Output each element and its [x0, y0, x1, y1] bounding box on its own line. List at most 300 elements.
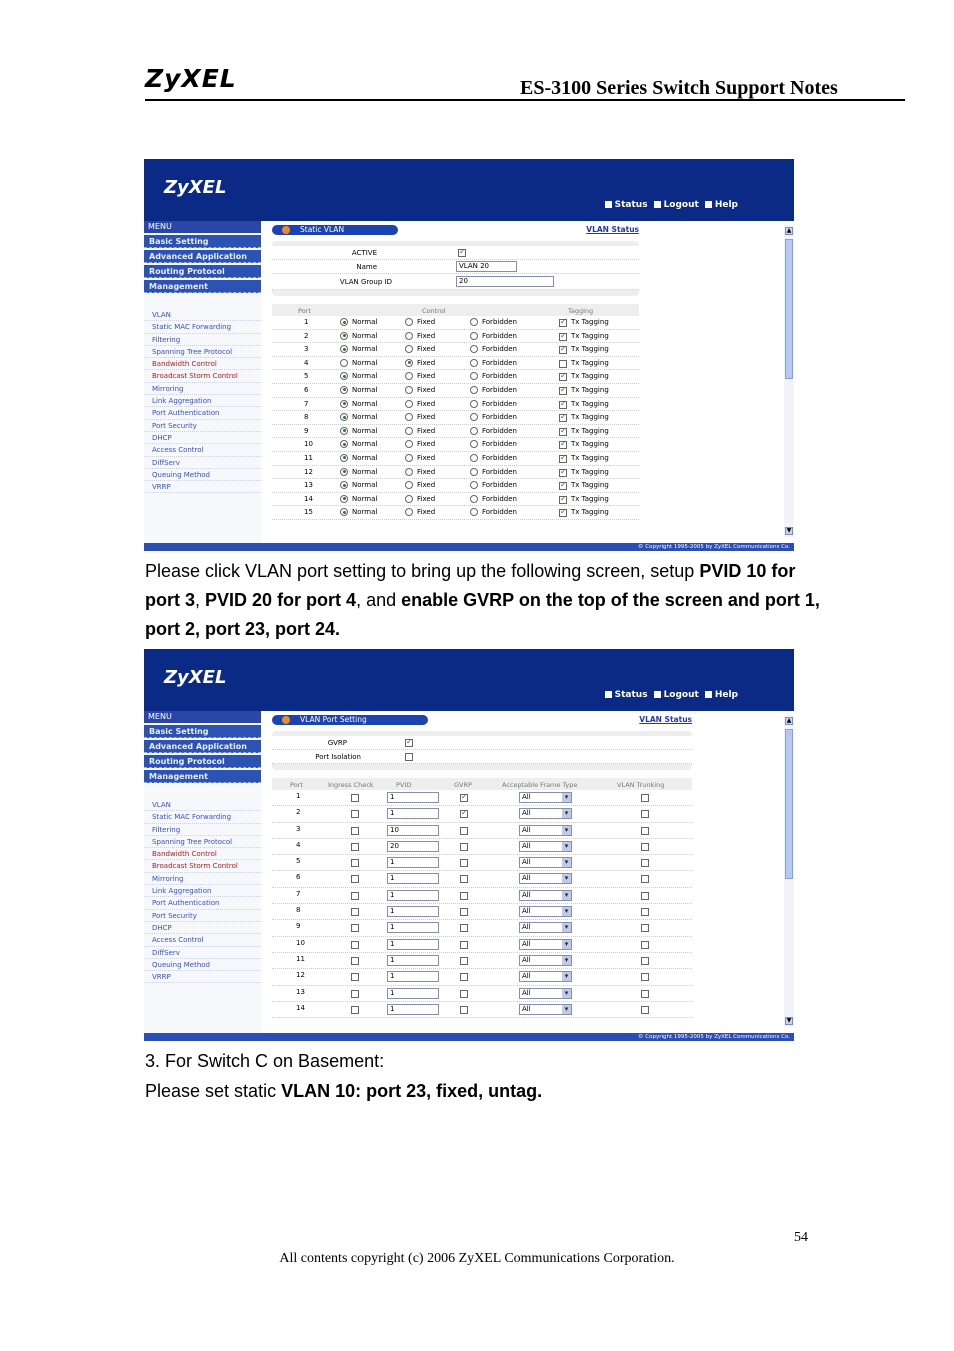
- normal-label: Normal: [352, 508, 378, 517]
- submenu-item[interactable]: Port Security: [144, 420, 261, 432]
- table-row: [272, 493, 639, 507]
- tx-tagging-label: Tx Tagging: [571, 440, 609, 449]
- submenu-item[interactable]: Mirroring: [144, 383, 261, 395]
- table-row: [272, 969, 692, 985]
- frame-type-select[interactable]: All ▾: [519, 841, 572, 852]
- col-acceptable-frame-type: Acceptable Frame Type: [502, 781, 578, 789]
- scroll-up-icon[interactable]: ▲: [786, 717, 792, 724]
- frame-type-select[interactable]: All ▾: [519, 988, 572, 999]
- scroll-thumb[interactable]: [785, 239, 793, 379]
- fixed-radio[interactable]: [405, 481, 413, 489]
- normal-radio[interactable]: [340, 318, 348, 326]
- forbidden-radio[interactable]: [470, 332, 478, 340]
- menu-management[interactable]: Management: [144, 770, 261, 783]
- help-link[interactable]: Help: [705, 690, 738, 700]
- fixed-radio[interactable]: [405, 468, 413, 476]
- tx-tagging-checkbox[interactable]: [559, 441, 567, 449]
- forbidden-label: Forbidden: [482, 426, 517, 435]
- gvrp-checkbox[interactable]: [460, 892, 468, 900]
- app-logo: ZyXEL: [164, 177, 227, 198]
- table-row: [272, 986, 692, 1002]
- menu-advanced-application[interactable]: Advanced Application: [144, 250, 261, 263]
- vlan-trunking-checkbox[interactable]: [641, 794, 649, 802]
- gvrp-checkbox[interactable]: [460, 957, 468, 965]
- normal-label: Normal: [352, 453, 378, 462]
- table-row: [272, 823, 692, 839]
- table-row: [272, 839, 692, 855]
- forbidden-label: Forbidden: [482, 345, 517, 354]
- submenu-item[interactable]: DiffServ: [144, 947, 261, 959]
- pvid-input[interactable]: 1: [387, 792, 439, 803]
- fixed-radio[interactable]: [405, 372, 413, 380]
- tx-tagging-checkbox[interactable]: [559, 401, 567, 409]
- vlan-trunking-checkbox[interactable]: [641, 827, 649, 835]
- ingress-check-checkbox[interactable]: [351, 810, 359, 818]
- tx-tagging-checkbox[interactable]: [559, 319, 567, 327]
- pvid-input[interactable]: 1: [387, 906, 439, 917]
- vlan-trunking-checkbox[interactable]: [641, 875, 649, 883]
- port-number: 13: [304, 481, 313, 490]
- status-icon: [605, 691, 612, 698]
- forbidden-label: Forbidden: [482, 318, 517, 326]
- forbidden-radio[interactable]: [470, 318, 478, 326]
- normal-label: Normal: [352, 399, 378, 408]
- submenu-item[interactable]: Bandwidth Control: [144, 848, 261, 860]
- vlan-status-link[interactable]: VLAN Status: [586, 225, 639, 234]
- menu-routing-protocol[interactable]: Routing Protocol: [144, 265, 261, 278]
- fixed-radio[interactable]: [405, 318, 413, 326]
- tx-tagging-label: Tx Tagging: [571, 413, 609, 422]
- forbidden-label: Forbidden: [482, 413, 517, 422]
- fixed-label: Fixed: [417, 385, 436, 394]
- forbidden-radio[interactable]: [470, 481, 478, 489]
- fixed-radio[interactable]: [405, 400, 413, 408]
- submenu-item[interactable]: Port Security: [144, 910, 261, 922]
- pvid-input[interactable]: 1: [387, 988, 439, 999]
- content: [272, 225, 639, 520]
- scroll-up-icon[interactable]: ▲: [786, 227, 792, 234]
- vlan-status-link[interactable]: VLAN Status: [639, 715, 692, 724]
- scroll-thumb[interactable]: [785, 729, 793, 879]
- normal-radio[interactable]: [340, 386, 348, 394]
- table-row: [272, 370, 639, 384]
- app-header: [144, 649, 794, 711]
- tx-tagging-checkbox[interactable]: [559, 496, 567, 504]
- pvid-input[interactable]: 1: [387, 939, 439, 950]
- port-number: 12: [304, 467, 313, 476]
- col-tagging: Tagging: [568, 307, 594, 315]
- port-number: 2: [296, 808, 301, 817]
- submenu-item[interactable]: DHCP: [144, 432, 261, 444]
- fixed-label: Fixed: [417, 413, 436, 422]
- gvrp-checkbox[interactable]: [460, 941, 468, 949]
- forbidden-radio[interactable]: [470, 508, 478, 516]
- port-number: 5: [304, 372, 309, 381]
- gvrp-checkbox[interactable]: [460, 1006, 468, 1014]
- tx-tagging-label: Tx Tagging: [571, 385, 609, 394]
- fixed-radio[interactable]: [405, 386, 413, 394]
- tx-tagging-checkbox[interactable]: [559, 360, 567, 368]
- logout-link[interactable]: Logout: [654, 200, 699, 210]
- forbidden-radio[interactable]: [470, 468, 478, 476]
- top-links: [605, 200, 738, 210]
- table-row: [272, 425, 639, 439]
- col-vlan-trunking: VLAN Trunking: [617, 781, 665, 789]
- gvrp-checkbox[interactable]: [460, 908, 468, 916]
- tx-tagging-checkbox[interactable]: [559, 469, 567, 477]
- vlan-group-id-label: VLAN Group ID: [339, 278, 392, 286]
- fixed-label: Fixed: [417, 426, 436, 435]
- gvrp-label: GVRP: [327, 739, 347, 747]
- scrollbar[interactable]: [784, 225, 794, 537]
- header-rule: [145, 99, 905, 101]
- normal-label: Normal: [352, 331, 378, 340]
- port-number: 7: [304, 399, 309, 408]
- tab-vlan-port-setting[interactable]: VLAN Port Setting: [272, 715, 428, 725]
- tx-tagging-checkbox[interactable]: [559, 346, 567, 354]
- frame-type-select[interactable]: All ▾: [519, 906, 572, 917]
- frame-type-select[interactable]: All ▾: [519, 792, 572, 803]
- tx-tagging-label: Tx Tagging: [571, 318, 609, 326]
- gvrp-checkbox[interactable]: [460, 794, 468, 802]
- tx-tagging-checkbox[interactable]: [559, 509, 567, 517]
- status-link[interactable]: Status: [605, 690, 648, 700]
- normal-label: Normal: [352, 467, 378, 476]
- vlan-trunking-checkbox[interactable]: [641, 941, 649, 949]
- submenu-item[interactable]: Port Authentication: [144, 897, 261, 909]
- ingress-check-checkbox[interactable]: [351, 941, 359, 949]
- app-header: [144, 159, 794, 221]
- frame-type-select[interactable]: All ▾: [519, 808, 572, 819]
- gvrp-checkbox[interactable]: [460, 843, 468, 851]
- menu-header: MENU: [144, 221, 261, 233]
- frame-type-select[interactable]: All ▾: [519, 890, 572, 901]
- frame-type-select[interactable]: All ▾: [519, 955, 572, 966]
- submenu-item[interactable]: Static MAC Forwarding: [144, 321, 261, 333]
- table-row: [272, 411, 639, 425]
- status-icon: [605, 201, 612, 208]
- vlan-trunking-checkbox[interactable]: [641, 908, 649, 916]
- submenu-item[interactable]: Queuing Method: [144, 959, 261, 971]
- submenu: [144, 799, 261, 983]
- forbidden-label: Forbidden: [482, 399, 517, 408]
- step-3-instruction: Please set static VLAN 10: port 23, fixed, untag.: [145, 1081, 543, 1101]
- port-number: 1: [296, 792, 301, 800]
- submenu-item[interactable]: DHCP: [144, 922, 261, 934]
- name-input[interactable]: VLAN 20: [456, 261, 517, 272]
- table-row: [272, 343, 639, 357]
- normal-radio[interactable]: [340, 372, 348, 380]
- ingress-check-checkbox[interactable]: [351, 859, 359, 867]
- tx-tagging-checkbox[interactable]: [559, 414, 567, 422]
- pvid-input[interactable]: 1: [387, 890, 439, 901]
- menu-advanced-application[interactable]: Advanced Application: [144, 740, 261, 753]
- forbidden-radio[interactable]: [470, 345, 478, 353]
- gvrp-checkbox[interactable]: [460, 875, 468, 883]
- fixed-radio[interactable]: [405, 359, 413, 367]
- col-ingress-check: Ingress Check: [328, 781, 374, 789]
- tx-tagging-label: Tx Tagging: [571, 481, 609, 490]
- submenu-item[interactable]: Port Authentication: [144, 407, 261, 419]
- port-number: 14: [296, 1003, 305, 1012]
- forbidden-label: Forbidden: [482, 372, 517, 381]
- gvrp-global-checkbox[interactable]: [405, 739, 413, 747]
- tx-tagging-checkbox[interactable]: [559, 428, 567, 436]
- submenu-item[interactable]: VLAN: [144, 309, 261, 321]
- forbidden-label: Forbidden: [482, 358, 517, 367]
- submenu-item[interactable]: Access Control: [144, 444, 261, 456]
- submenu-item[interactable]: VRRP: [144, 481, 261, 493]
- fixed-radio[interactable]: [405, 345, 413, 353]
- pvid-input[interactable]: 1: [387, 922, 439, 933]
- tx-tagging-label: Tx Tagging: [571, 426, 609, 435]
- pvid-input[interactable]: 20: [387, 841, 439, 852]
- tx-tagging-label: Tx Tagging: [571, 494, 609, 503]
- frame-type-select[interactable]: All ▾: [519, 922, 572, 933]
- table-row: [272, 904, 692, 920]
- name-label: Name: [356, 263, 377, 271]
- fixed-radio[interactable]: [405, 413, 413, 421]
- menu-routing-protocol[interactable]: Routing Protocol: [144, 755, 261, 768]
- normal-label: Normal: [352, 413, 378, 422]
- normal-radio[interactable]: [340, 508, 348, 516]
- ingress-check-checkbox[interactable]: [351, 973, 359, 981]
- submenu-item[interactable]: Static MAC Forwarding: [144, 811, 261, 823]
- frame-type-select[interactable]: All ▾: [519, 857, 572, 868]
- step-3-heading: 3. For Switch C on Basement:: [145, 1051, 385, 1071]
- gvrp-checkbox[interactable]: [460, 973, 468, 981]
- submenu-item[interactable]: Bandwidth Control: [144, 358, 261, 370]
- menu-basic-setting[interactable]: Basic Setting: [144, 235, 261, 248]
- sidebar: [144, 221, 261, 543]
- normal-radio[interactable]: [340, 427, 348, 435]
- normal-label: Normal: [352, 494, 378, 503]
- fixed-radio[interactable]: [405, 495, 413, 503]
- normal-label: Normal: [352, 385, 378, 394]
- ingress-check-checkbox[interactable]: [351, 1006, 359, 1014]
- gvrp-checkbox[interactable]: [460, 810, 468, 818]
- col-control: Control: [422, 307, 446, 315]
- zyxel-logo: ZyXEL: [145, 64, 237, 93]
- pvid-input[interactable]: 1: [387, 808, 439, 819]
- submenu-item[interactable]: Link Aggregation: [144, 395, 261, 407]
- submenu-item[interactable]: Filtering: [144, 334, 261, 346]
- pvid-input[interactable]: 1: [387, 873, 439, 884]
- forbidden-radio[interactable]: [470, 400, 478, 408]
- normal-radio[interactable]: [340, 359, 348, 367]
- table-row: [272, 357, 639, 371]
- table-row: [272, 953, 692, 969]
- page-number: 54: [794, 1230, 808, 1245]
- pvid-input[interactable]: 1: [387, 955, 439, 966]
- normal-radio[interactable]: [340, 332, 348, 340]
- table-row: [272, 452, 639, 466]
- port-number: 1: [304, 318, 309, 326]
- normal-radio[interactable]: [340, 345, 348, 353]
- tx-tagging-checkbox[interactable]: [559, 387, 567, 395]
- gvrp-checkbox[interactable]: [460, 859, 468, 867]
- port-number: 14: [304, 494, 313, 503]
- fixed-label: Fixed: [417, 508, 436, 517]
- vlan-trunking-checkbox[interactable]: [641, 924, 649, 932]
- vlan-trunking-checkbox[interactable]: [641, 957, 649, 965]
- normal-radio[interactable]: [340, 481, 348, 489]
- ingress-check-checkbox[interactable]: [351, 957, 359, 965]
- tx-tagging-label: Tx Tagging: [571, 372, 609, 381]
- submenu-item[interactable]: VLAN: [144, 799, 261, 811]
- forbidden-label: Forbidden: [482, 453, 517, 462]
- frame-type-select[interactable]: All ▾: [519, 971, 572, 982]
- tx-tagging-checkbox[interactable]: [559, 333, 567, 341]
- status-link[interactable]: Status: [605, 200, 648, 210]
- tx-tagging-checkbox[interactable]: [559, 482, 567, 490]
- port-number: 5: [296, 857, 301, 866]
- help-icon: [705, 201, 712, 208]
- fixed-radio[interactable]: [405, 440, 413, 448]
- scrollbar[interactable]: [784, 715, 794, 1027]
- port-number: 9: [296, 922, 301, 931]
- forbidden-radio[interactable]: [470, 359, 478, 367]
- menu-basic-setting[interactable]: Basic Setting: [144, 725, 261, 738]
- ingress-check-checkbox[interactable]: [351, 990, 359, 998]
- forbidden-radio[interactable]: [470, 495, 478, 503]
- port-control-table: [272, 304, 639, 520]
- scroll-down-icon[interactable]: ▼: [786, 527, 792, 534]
- ingress-check-checkbox[interactable]: [351, 875, 359, 883]
- frame-type-select[interactable]: All ▾: [519, 825, 572, 836]
- table-row: [272, 398, 639, 412]
- ingress-check-checkbox[interactable]: [351, 843, 359, 851]
- normal-radio[interactable]: [340, 413, 348, 421]
- vlan-trunking-checkbox[interactable]: [641, 892, 649, 900]
- fixed-label: Fixed: [417, 453, 436, 462]
- port-number: 11: [296, 954, 305, 963]
- ingress-check-checkbox[interactable]: [351, 794, 359, 802]
- normal-radio[interactable]: [340, 440, 348, 448]
- port-isolation-checkbox[interactable]: [405, 753, 413, 761]
- active-checkbox[interactable]: [458, 249, 466, 257]
- forbidden-radio[interactable]: [470, 413, 478, 421]
- vlan-trunking-checkbox[interactable]: [641, 843, 649, 851]
- submenu-item[interactable]: Broadcast Storm Control: [144, 370, 261, 382]
- vlan-group-id-input[interactable]: 20: [456, 276, 554, 287]
- col-port: Port: [290, 781, 303, 789]
- submenu-item[interactable]: Queuing Method: [144, 469, 261, 481]
- gvrp-checkbox[interactable]: [460, 990, 468, 998]
- content: [272, 715, 692, 1018]
- help-link[interactable]: Help: [705, 200, 738, 210]
- port-number: 10: [304, 440, 313, 449]
- table-row: [272, 384, 639, 398]
- active-label: ACTIVE: [351, 249, 377, 257]
- submenu-item[interactable]: Link Aggregation: [144, 885, 261, 897]
- vlan-trunking-checkbox[interactable]: [641, 1006, 649, 1014]
- port-number: 4: [296, 840, 301, 849]
- pvid-input[interactable]: 1: [387, 971, 439, 982]
- fixed-radio[interactable]: [405, 332, 413, 340]
- gvrp-checkbox[interactable]: [460, 924, 468, 932]
- col-gvrp: GVRP: [454, 781, 472, 789]
- table-row: [272, 466, 639, 480]
- port-number: 4: [304, 358, 309, 367]
- submenu-item[interactable]: Spanning Tree Protocol: [144, 836, 261, 848]
- forbidden-radio[interactable]: [470, 386, 478, 394]
- tx-tagging-checkbox[interactable]: [559, 455, 567, 463]
- submenu-item[interactable]: VRRP: [144, 971, 261, 983]
- table-row: [272, 871, 692, 887]
- submenu-item[interactable]: Spanning Tree Protocol: [144, 346, 261, 358]
- port-number: 6: [304, 385, 309, 394]
- normal-radio[interactable]: [340, 400, 348, 408]
- vlan-trunking-checkbox[interactable]: [641, 990, 649, 998]
- table-row: [272, 920, 692, 936]
- normal-radio[interactable]: [340, 454, 348, 462]
- forbidden-label: Forbidden: [482, 481, 517, 490]
- tx-tagging-checkbox[interactable]: [559, 373, 567, 381]
- submenu-item[interactable]: Broadcast Storm Control: [144, 860, 261, 872]
- forbidden-radio[interactable]: [470, 372, 478, 380]
- normal-radio[interactable]: [340, 468, 348, 476]
- logout-link[interactable]: Logout: [654, 690, 699, 700]
- submenu-item[interactable]: DiffServ: [144, 457, 261, 469]
- table-row: [272, 888, 692, 904]
- normal-label: Normal: [352, 440, 378, 449]
- vlan-trunking-checkbox[interactable]: [641, 810, 649, 818]
- ingress-check-checkbox[interactable]: [351, 827, 359, 835]
- submenu-item[interactable]: Mirroring: [144, 873, 261, 885]
- vlan-trunking-checkbox[interactable]: [641, 973, 649, 981]
- forbidden-radio[interactable]: [470, 440, 478, 448]
- forbidden-radio[interactable]: [470, 454, 478, 462]
- frame-type-select[interactable]: All ▾: [519, 873, 572, 884]
- tx-tagging-label: Tx Tagging: [571, 508, 609, 517]
- forbidden-label: Forbidden: [482, 494, 517, 503]
- fixed-radio[interactable]: [405, 454, 413, 462]
- normal-radio[interactable]: [340, 495, 348, 503]
- submenu-item[interactable]: Access Control: [144, 934, 261, 946]
- ingress-check-checkbox[interactable]: [351, 892, 359, 900]
- pvid-input[interactable]: 1: [387, 857, 439, 868]
- submenu-item[interactable]: Filtering: [144, 824, 261, 836]
- port-number: 13: [296, 987, 305, 996]
- normal-label: Normal: [352, 345, 378, 354]
- port-rows: [272, 316, 639, 520]
- ingress-check-checkbox[interactable]: [351, 908, 359, 916]
- menu-management[interactable]: Management: [144, 280, 261, 293]
- frame-type-select[interactable]: All ▾: [519, 939, 572, 950]
- help-icon: [705, 691, 712, 698]
- ingress-check-checkbox[interactable]: [351, 924, 359, 932]
- frame-type-select[interactable]: All ▾: [519, 1004, 572, 1015]
- scroll-down-icon[interactable]: ▼: [786, 1017, 792, 1024]
- fixed-label: Fixed: [417, 481, 436, 490]
- gvrp-checkbox[interactable]: [460, 827, 468, 835]
- fixed-radio[interactable]: [405, 427, 413, 435]
- fixed-label: Fixed: [417, 467, 436, 476]
- static-vlan-screenshot: [144, 159, 794, 551]
- forbidden-radio[interactable]: [470, 427, 478, 435]
- port-number: 8: [304, 413, 309, 422]
- vlan-trunking-checkbox[interactable]: [641, 859, 649, 867]
- fixed-label: Fixed: [417, 358, 436, 367]
- fixed-radio[interactable]: [405, 508, 413, 516]
- pvid-input[interactable]: 10: [387, 825, 439, 836]
- normal-label: Normal: [352, 318, 378, 326]
- table-row: [272, 855, 692, 871]
- tab-static-vlan[interactable]: Static VLAN: [272, 225, 398, 235]
- fixed-label: Fixed: [417, 372, 436, 381]
- pvid-input[interactable]: 1: [387, 1004, 439, 1015]
